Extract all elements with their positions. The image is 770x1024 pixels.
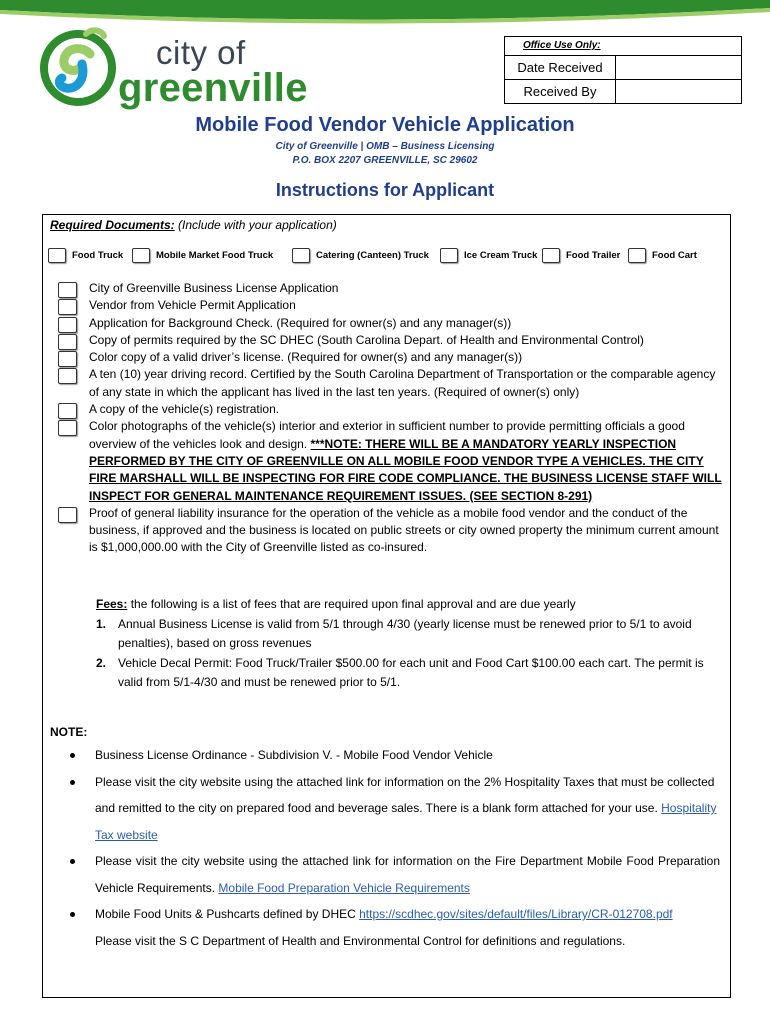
- hospitality-tax-link[interactable]: Hospitality Tax website: [95, 801, 717, 842]
- note-item: [70, 848, 720, 901]
- required-documents-note: (Include with your application): [174, 218, 337, 232]
- list-item: [58, 505, 728, 557]
- checkbox[interactable]: [58, 317, 77, 333]
- list-item: [58, 401, 728, 418]
- checkbox[interactable]: [58, 351, 77, 367]
- vehicle-type-options: [46, 248, 726, 268]
- office-row-date-received: [505, 56, 741, 80]
- fees-section: [96, 595, 716, 692]
- checkbox[interactable]: [542, 248, 560, 263]
- received-by-label: Received By: [505, 80, 616, 103]
- checkbox[interactable]: [440, 248, 458, 263]
- date-received-label: Date Received: [505, 56, 616, 79]
- list-item-text: Color photographs of the vehicle(s) interior and exterior in sufficient number to provide permitting officials a good overview of the vehicles look and design.: [89, 419, 685, 451]
- vehicle-type-label: Mobile Market Food Truck: [156, 250, 274, 261]
- date-received-field[interactable]: [616, 56, 741, 79]
- checkbox[interactable]: [58, 368, 77, 384]
- list-item-text: City of Greenville Business License Application: [89, 281, 339, 295]
- vehicle-type-label: Food Trailer: [566, 250, 621, 261]
- note-heading: NOTE:: [50, 725, 88, 739]
- bullet-icon: [70, 859, 75, 864]
- vehicle-type-label: Food Truck: [72, 250, 124, 261]
- checkbox[interactable]: [292, 248, 310, 263]
- dhec-regulation-link[interactable]: https://scdhec.gov/sites/default/files/Library/CR-012708.pdf: [359, 907, 673, 921]
- vehicle-type-option[interactable]: [48, 248, 123, 263]
- note-item: [70, 742, 720, 769]
- list-item: [58, 297, 728, 314]
- mobile-food-prep-link[interactable]: Mobile Food Preparation Vehicle Requirements: [218, 880, 470, 895]
- list-item-text: Proof of general liability insurance for the operation of the vehicle as a mobile food vendor and the conduct of the business, if approved and the business is located on public streets or city owned property the minimum current amount is $1,000,000.00 with the City of Greenville listed as co-insured.: [89, 505, 719, 555]
- vehicle-type-option[interactable]: [542, 248, 620, 263]
- greenville-g-logo-icon: [36, 24, 120, 108]
- list-item-text: Copy of permits required by the SC DHEC (South Carolina Depart. of Health and Environmental Control): [89, 332, 644, 347]
- inspection-note: ***NOTE: THERE WILL BE A MANDATORY YEARLY INSPECTION PERFORMED BY THE CITY OF GREENVILLE ON ALL MOBILE FOOD VENDOR TYPE A VEHICLES. THE CITY FIRE MARSHALL WILL BE INSPECTING FOR FIRE CODE COMPLIANCE. THE BUSINESS LICENSE STAFF WILL INSPECT FOR GENERAL MAINTENANCE REQUIREMENT ISSUES. (SEE SECTION 8-291): [89, 436, 722, 503]
- note-text: Mobile Food Units & Pushcarts defined by DHEC: [95, 907, 360, 921]
- fee-text: Vehicle Decal Permit: Food Truck/Trailer $500.00 for each unit and Food Cart $100.00 each cart. The permit is valid from 5/1-4/30 and must be renewed prior to 5/1.: [118, 656, 704, 689]
- office-use-box: [504, 36, 742, 104]
- required-documents-heading: [50, 218, 337, 232]
- bullet-icon: [70, 753, 75, 758]
- list-item: [58, 349, 728, 366]
- bullet-icon: [70, 912, 75, 917]
- fee-item: [96, 615, 716, 653]
- checkbox[interactable]: [58, 299, 77, 315]
- list-item-text: A ten (10) year driving record. Certified by the South Carolina Department of Transportation or the comparable agency of any state in which the applicant has lived in the last ten years. (Required of owner(s) only): [89, 367, 716, 399]
- note-text: Please visit the city website using the attached link for information on the Fire Department Mobile Food Preparation Vehicle Requirements.: [95, 854, 720, 895]
- note-item: [70, 769, 720, 849]
- fee-number: 2.: [96, 656, 107, 670]
- checkbox[interactable]: [628, 248, 646, 263]
- checkbox[interactable]: [58, 507, 77, 523]
- checkbox[interactable]: [48, 248, 66, 263]
- logo-greenville-text: greenville: [118, 66, 308, 110]
- vehicle-type-option[interactable]: [628, 248, 697, 263]
- fee-item: [96, 654, 716, 692]
- city-logo: [36, 24, 326, 114]
- fees-intro: [96, 595, 716, 614]
- received-by-field[interactable]: [616, 80, 741, 103]
- page-subtitle-department: City of Greenville | OMB – Business Licensing: [275, 141, 495, 152]
- fees-intro-text: the following is a list of fees that are required upon final approval and are due yearly: [127, 597, 576, 611]
- list-item: [58, 315, 728, 332]
- office-row-received-by: [505, 80, 741, 103]
- checkbox[interactable]: [58, 420, 77, 436]
- vehicle-type-label: Food Cart: [652, 250, 697, 261]
- vehicle-type-option[interactable]: [292, 248, 429, 263]
- list-item-text: Application for Background Check. (Required for owner(s) and any manager(s)): [89, 315, 512, 330]
- list-item-text: Vendor from Vehicle Permit Application: [89, 298, 296, 313]
- list-item: [58, 366, 728, 401]
- note-item: [70, 901, 720, 954]
- checkbox[interactable]: [132, 248, 150, 263]
- notes-list: [70, 742, 720, 954]
- vehicle-type-label: Catering (Canteen) Truck: [316, 250, 429, 261]
- vehicle-type-option[interactable]: [440, 248, 537, 263]
- note-text: Business License Ordinance - Subdivision V. - Mobile Food Vendor Vehicle: [95, 748, 493, 762]
- checkbox[interactable]: [58, 282, 77, 298]
- checkbox[interactable]: [58, 403, 77, 419]
- header-swoosh: [0, 0, 770, 26]
- office-use-heading: Office Use Only:: [505, 37, 741, 56]
- vehicle-type-label: Ice Cream Truck: [464, 250, 538, 261]
- note-text: Please visit the S C Department of Health and Environmental Control for definitions and regulations.: [95, 933, 626, 948]
- list-item-text: A copy of the vehicle(s) registration.: [89, 402, 280, 417]
- note-text: Please visit the city website using the attached link for information on the 2% Hospitality Taxes that must be collected and remitted to the city on prepared food and beverage sales. There is a blank form attached for your use.: [95, 774, 715, 815]
- fee-number: 1.: [96, 617, 107, 631]
- list-item: [58, 332, 728, 349]
- fee-text: Annual Business License is valid from 5/1 through 4/30 (yearly license must be renewed prior to 5/1 to avoid penalties), based on gross revenues: [118, 617, 692, 650]
- list-item: [58, 418, 728, 504]
- instructions-heading: Instructions for Applicant: [275, 180, 495, 200]
- required-documents-list: [58, 280, 728, 557]
- vehicle-type-option[interactable]: [132, 248, 273, 263]
- page-subtitle-address: P.O. BOX 2207 GREENVILLE, SC 29602: [292, 155, 478, 166]
- page-title: Mobile Food Vendor Vehicle Application: [195, 114, 575, 136]
- bullet-icon: [70, 780, 75, 785]
- logo-city-of-text: city of: [156, 34, 246, 71]
- list-item: [58, 280, 728, 297]
- checkbox[interactable]: [58, 334, 77, 350]
- required-documents-label: Required Documents:: [50, 218, 175, 232]
- fees-label: Fees:: [96, 597, 128, 611]
- list-item-text: Color copy of a valid driver’s license. (Required for owner(s) and any manager(s)): [89, 350, 523, 365]
